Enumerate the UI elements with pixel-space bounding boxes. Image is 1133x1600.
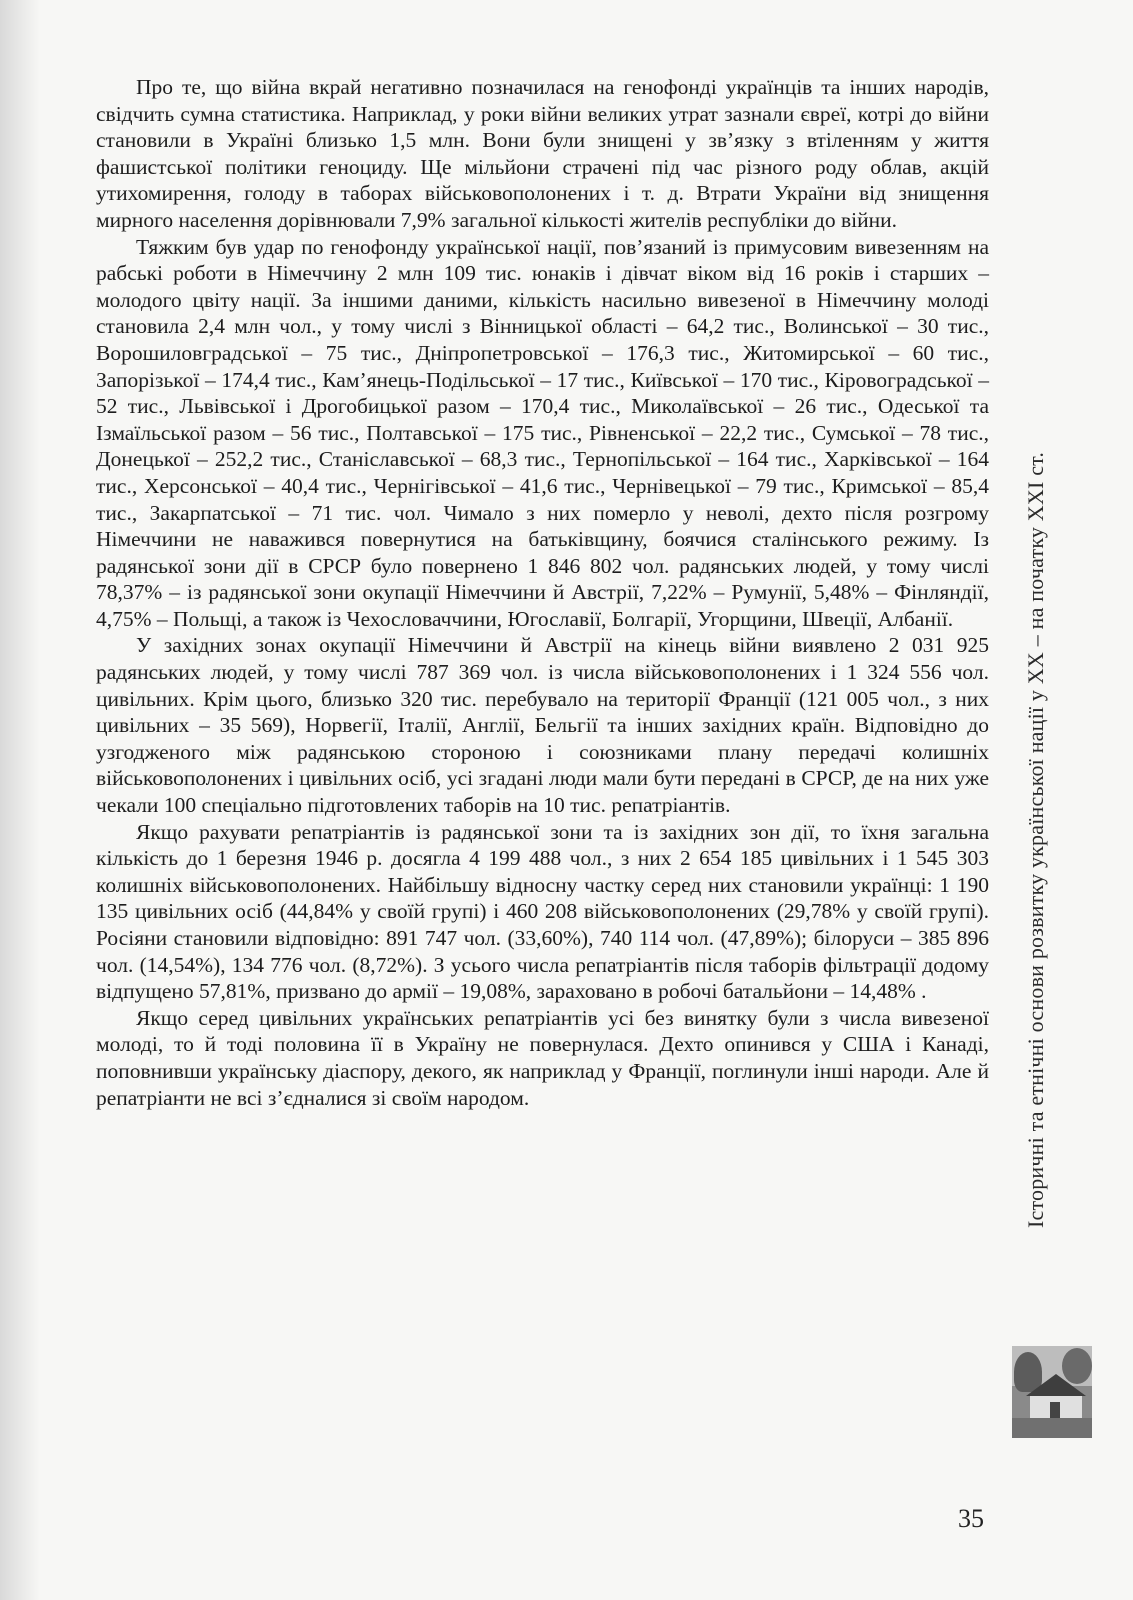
thumbnail-roof: [1026, 1374, 1086, 1396]
paragraph-5: Якщо серед цивільних українських репатріантів усі без винятку були з числа вивезеної молоді, то й тоді половина її в Україну не повернулася. Дехто опинився у США і Канаді, поповнивши українську діаспору, декого, як наприклад у Франції, поглинули інші народи. Але й репатріанти не всі з’єдналися зі своїм народом.: [96, 1005, 989, 1110]
page-number: 35: [958, 1504, 984, 1533]
thumbnail-door: [1050, 1402, 1060, 1418]
house-thumbnail-image: [1012, 1346, 1092, 1438]
body-text: [96, 74, 989, 1111]
paragraph-3: У західних зонах окупації Німеччини й Австрії на кінець війни виявлено 2 031 925 радянських людей, у тому числі 787 369 чол. із числа військовополонених і 1 324 556 чол. цивільних. Крім цього, близько 320 тис. перебувало на території Франції (121 005 чол., з них цивільних – 35 569), Норвегії, Італії, Англії, Бельгії та інших західних країн. Відповідно до узгодженого між радянською стороною і союзниками плану передачі колишніх військовополонених і цивільних осіб, усі згадані люди мали бути передані в СРСР, де на них уже чекали 100 спеціально підготовлених таборів на 10 тис. репатріантів.: [96, 633, 989, 818]
running-head-text: Історичні та етнічні основи розвитку української нації у XX – на початку XXI ст.: [1023, 451, 1048, 1229]
thumbnail-ground: [1012, 1418, 1092, 1438]
paragraph-2: Тяжким був удар по генофонду української нації, пов’язаний із примусовим вивезенням на рабські роботи в Німеччину 2 млн 109 тис. юнаків і дівчат віком від 16 років і старших – молодого цвіту нації. За іншими даними, кількість насильно вивезеної в Німеччину молоді становила 2,4 млн чол., у тому числі з Вінницької області – 64,2 тис., Волинської – 30 тис., Ворошиловградської – 75 тис., Дніпропетровської – 176,3 тис., Житомирської – 60 тис., Запорізької – 174,4 тис., Кам’янець-Подільської – 17 тис., Київської – 170 тис., Кіровоградської – 52 тис., Львівської і Дрогобицької разом – 170,4 тис., Миколаївської – 26 тис., Одеської та Ізмаїльської разом – 56 тис., Полтавської – 175 тис., Рівненської – 22,2 тис., Сумської – 78 тис., Донецької – 252,2 тис., Станіславської – 68,3 тис., Тернопільської – 164 тис., Харківської – 164 тис., Херсонської – 40,4 тис., Чернігівської – 41,6 тис., Чернівецької – 79 тис., Кримської – 85,4 тис., Закарпатської – 71 тис. чол. Чимало з них померло у неволі, дехто після розгрому Німеччини не наважився повернутися на батьківщину, боячися сталінського режиму. Із радянської зони дії в СРСР було повернено 1 846 802 чол. радянських людей, у тому числі 78,37% – із радянської зони окупації Німеччини й Австрії, 7,22% – Румунії, 5,48% – Фінляндії, 4,75% – Польщі, а також із Чехословаччини, Югославії, Болгарії, Угорщини, Швеції, Албанії.: [96, 234, 989, 631]
paragraph-4: Якщо рахувати репатріантів із радянської зони та із західних зон дії, то їхня загальна кількість до 1 березня 1946 р. досягла 4 199 488 чол., з них 2 654 185 цивільних і 1 545 303 колишніх військовополонених. Найбільшу відносну частку серед них становили українці: 1 190 135 цивільних осіб (44,84% у своїй групі) і 460 208 військовополонених (29,78% у своїй групі). Росіяни становили відповідно: 891 747 чол. (33,60%), 740 114 чол. (47,89%); білоруси – 385 896 чол. (14,54%), 134 776 чол. (8,72%). З усього числа репатріантів після таборів фільтрації додому відпущено 57,81%, призвано до армії – 19,08%, зараховано в робочі батальйони – 14,48% .: [96, 819, 989, 1004]
paragraph-1: Про те, що війна вкрай негативно позначилася на генофонді українців та інших народів, свідчить сумна статистика. Наприклад, у роки війни великих утрат зазнали євреї, котрі до війни становили в Україні близько 1,5 млн. Вони були знищені у зв’язку з втіленням у життя фашистської політики геноциду. Ще мільйони страчені під час різного роду облав, акцій утихомирення, голоду в таборах військовополонених і т. д. Втрати України від знищення мирного населення дорівнювали 7,9% загальної кількості жителів республіки до війни.: [96, 75, 989, 232]
binding-shadow: [0, 0, 40, 1600]
